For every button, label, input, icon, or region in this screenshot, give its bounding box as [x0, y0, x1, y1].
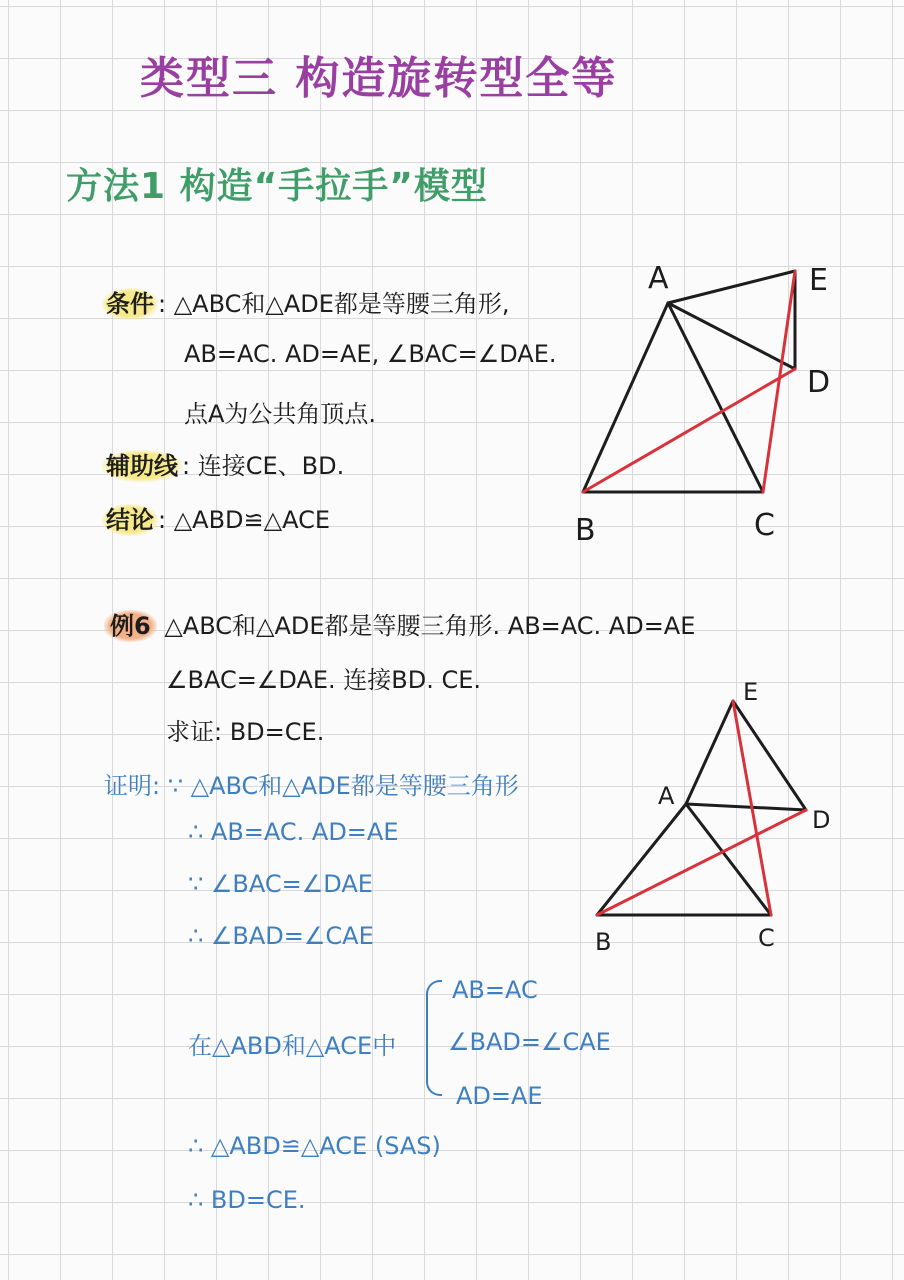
- segment-ac: [686, 804, 771, 915]
- vertex-label-a: A: [648, 261, 669, 296]
- conclusion-label: 结论: [102, 504, 158, 536]
- vertex-label-b: B: [575, 513, 596, 548]
- vertex-label-d: D: [812, 806, 831, 834]
- example-row: [104, 606, 695, 641]
- condition-line3: 点A为公共角顶点.: [184, 400, 377, 428]
- aux-line-label: 辅助线: [102, 450, 182, 482]
- condition-row: [102, 284, 510, 319]
- aux-line-text: : 连接CE、BD.: [182, 452, 345, 480]
- segment-ae: [668, 271, 795, 303]
- proof-condition1: AB=AC: [452, 976, 538, 1004]
- proof-line4: ∴ ∠BAD=∠CAE: [188, 922, 374, 950]
- segment-bd: [583, 369, 795, 492]
- page-title: 类型三 构造旋转型全等: [140, 53, 618, 104]
- proof-line2: ∴ AB=AC. AD=AE: [188, 818, 399, 846]
- vertex-label-b: B: [595, 928, 612, 956]
- condition-line2: AB=AC. AD=AE, ∠BAC=∠DAE.: [184, 340, 557, 368]
- aux-line-row: [102, 446, 344, 481]
- vertex-label-e: E: [809, 263, 828, 298]
- segment-ab: [583, 303, 668, 492]
- proof-in-triangles: 在△ABD和△ACE中: [188, 1032, 397, 1060]
- condition-line1: : △ABC和△ADE都是等腰三角形,: [158, 290, 510, 318]
- segment-ad: [686, 804, 806, 810]
- vertex-label-e: E: [743, 678, 759, 706]
- vertex-label-c: C: [758, 924, 775, 952]
- conclusion-text: : △ABD≌△ACE: [158, 506, 331, 534]
- example-line2: ∠BAC=∠DAE. 连接BD. CE.: [166, 666, 482, 694]
- segment-ab: [597, 804, 686, 915]
- segment-ce: [763, 271, 795, 492]
- example-figure: [580, 670, 840, 960]
- example-line3: 求证: BD=CE.: [166, 718, 325, 746]
- condition-label: 条件: [102, 288, 158, 320]
- segment-ae: [686, 701, 733, 804]
- proof-line3: ∵ ∠BAC=∠DAE: [188, 870, 373, 898]
- example-line1: △ABC和△ADE都是等腰三角形. AB=AC. AD=AE: [164, 612, 696, 640]
- method-heading: 方法1 构造“手拉手”模型: [66, 166, 488, 207]
- conclusion-row: [102, 500, 330, 535]
- proof-brace: [426, 980, 442, 1096]
- proof-line5: ∴ △ABD≌△ACE (SAS): [188, 1132, 441, 1160]
- proof-condition3: AD=AE: [456, 1082, 543, 1110]
- proof-line6: ∴ BD=CE.: [188, 1186, 306, 1214]
- vertex-label-d: D: [807, 365, 831, 400]
- vertex-label-c: C: [754, 508, 775, 543]
- example-label: 例6: [104, 610, 157, 642]
- segment-ad: [668, 303, 795, 369]
- model-figure: [560, 250, 860, 550]
- proof-condition2: ∠BAD=∠CAE: [448, 1028, 611, 1056]
- vertex-label-a: A: [658, 782, 675, 810]
- proof-line1: 证明: ∵ △ABC和△ADE都是等腰三角形: [104, 772, 519, 800]
